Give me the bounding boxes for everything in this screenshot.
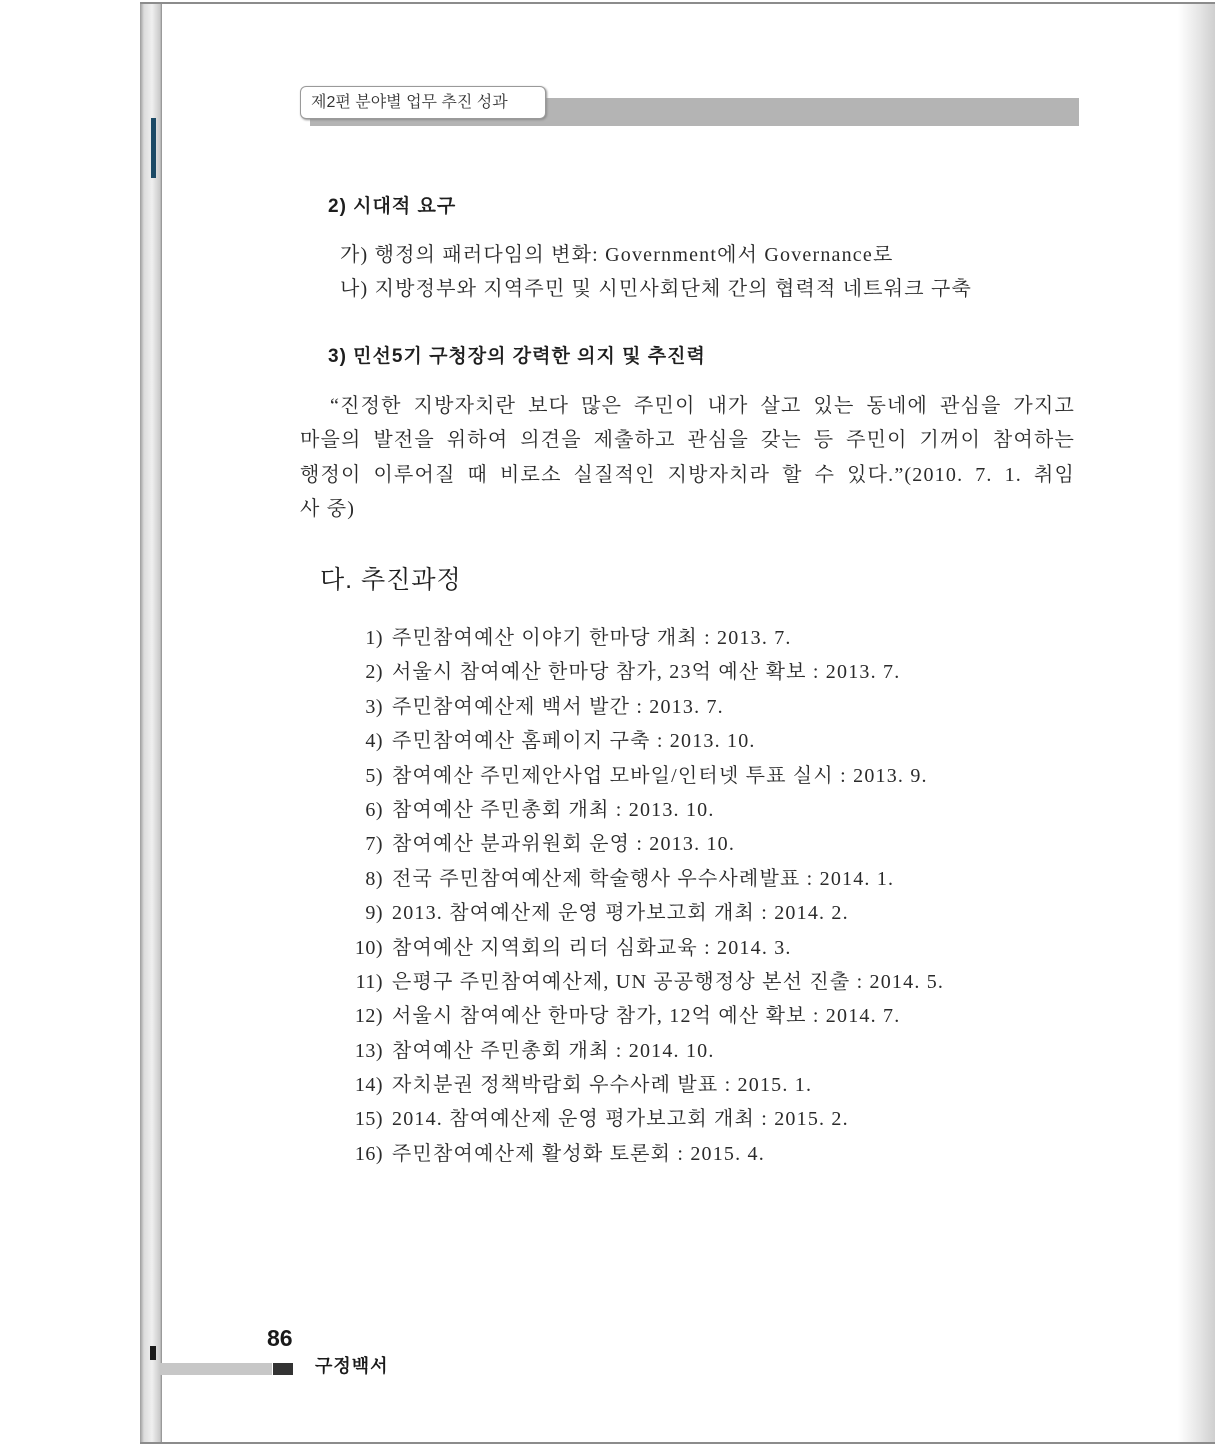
item-number: 16): [354, 1142, 383, 1165]
subsection-items: [340, 239, 972, 306]
page-top-edge: [140, 2, 1215, 4]
item-text: 참여예산 분과위원회 운영 : 2013. 10.: [392, 833, 736, 856]
item-number: 9): [365, 902, 383, 925]
item-text: 주민참여예산 홈페이지 구축 : 2013. 10.: [392, 730, 756, 753]
list-item: [347, 1034, 1147, 1068]
item-number: 14): [354, 1074, 383, 1097]
list-item: [347, 655, 1147, 689]
item-number: 10): [354, 936, 383, 959]
spine-marker: [151, 118, 156, 178]
list-item: [347, 896, 1147, 930]
section-heading: 다. 추진과정: [320, 566, 462, 594]
page-number: 86: [267, 1325, 293, 1351]
page-bottom-edge: [140, 1442, 1215, 1444]
paragraph-line: 사 중): [300, 498, 356, 521]
list-item: [347, 724, 1147, 758]
list-item: [347, 965, 1147, 999]
item-text: 참여예산 주민제안사업 모바일/인터넷 투표 실시 : 2013. 9.: [392, 764, 928, 787]
item-text: 서울시 참여예산 한마당 참가, 12억 예산 확보 : 2014. 7.: [392, 1005, 901, 1028]
list-item: 나) 지방정부와 지역주민 및 시민사회단체 간의 협력적 네트워크 구축: [340, 277, 973, 300]
item-text: 자치분권 정책박람회 우수사례 발표 : 2015. 1.: [392, 1074, 813, 1097]
footer-marker: [273, 1363, 293, 1375]
footer-bar: [160, 1363, 272, 1375]
book-title: 구정백서: [315, 1356, 389, 1376]
paragraph-line: 마을의 발전을 위하여 의견을 제출하고 관심을 갖는 등 주민이 기꺼이 참여하는: [300, 429, 1075, 452]
list-item: [347, 862, 1147, 896]
subsection-title: 2) 시대적 요구: [328, 196, 457, 217]
list-item: [347, 759, 1147, 793]
item-text: 주민참여예산 이야기 한마당 개최 : 2013. 7.: [392, 627, 792, 649]
item-text: 2014. 참여예산제 운영 평가보고회 개최 : 2015. 2.: [392, 1108, 849, 1131]
list-item: [347, 621, 1147, 655]
item-number: 15): [354, 1108, 383, 1131]
page-curl-shadow: [1178, 4, 1215, 1442]
item-text: 참여예산 지역회의 리더 심화교육 : 2014. 3.: [392, 936, 792, 959]
item-number: 8): [365, 867, 383, 890]
book-spine: [140, 3, 162, 1443]
spine-marker-bottom: [150, 1346, 156, 1360]
item-number: 4): [365, 730, 383, 753]
list-item: [347, 931, 1147, 965]
item-text: 참여예산 주민총회 개최 : 2013. 10.: [392, 798, 715, 821]
list-item: [347, 690, 1147, 724]
list-item: 가) 행정의 패러다임의 변화: Government에서 Governance로: [340, 244, 894, 266]
item-number: 12): [354, 1005, 383, 1028]
paragraph-line: 행정이 이루어질 때 비로소 실질적인 지방자치라 할 수 있다.”(2010. 7. 1. 취임: [300, 463, 1075, 486]
subsection-title: 3) 민선5기 구청장의 강력한 의지 및 추진력: [328, 346, 706, 367]
item-text: 은평구 주민참여예산제, UN 공공행정상 본선 진출 : 2014. 5.: [392, 970, 945, 993]
item-number: 6): [365, 798, 383, 821]
quote-paragraph: [300, 389, 1075, 527]
list-item: [347, 999, 1147, 1033]
list-item: [347, 1102, 1147, 1136]
paragraph-line: “진정한 지방자치란 보다 많은 주민이 내가 살고 있는 동네에 관심을 가지고: [330, 395, 1075, 417]
process-list: [347, 621, 1147, 1171]
item-number: 1): [365, 627, 383, 649]
list-item: [347, 1068, 1147, 1102]
item-number: 3): [365, 695, 383, 718]
item-text: 주민참여예산제 활성화 토론회 : 2015. 4.: [392, 1142, 765, 1165]
list-item: [347, 1137, 1147, 1171]
item-number: 13): [354, 1039, 383, 1062]
item-number: 5): [365, 764, 383, 787]
item-text: 2013. 참여예산제 운영 평가보고회 개최 : 2014. 2.: [392, 902, 849, 925]
item-text: 주민참여예산제 백서 발간 : 2013. 7.: [392, 695, 724, 718]
list-item: [347, 827, 1147, 861]
item-text: 서울시 참여예산 한마당 참가, 23억 예산 확보 : 2013. 7.: [392, 661, 901, 684]
item-text: 전국 주민참여예산제 학술행사 우수사례발표 : 2014. 1.: [392, 867, 895, 890]
list-item: [347, 793, 1147, 827]
item-number: 11): [355, 970, 383, 993]
item-number: 7): [365, 833, 383, 856]
item-number: 2): [365, 661, 383, 684]
section-tab: 제2편 분야별 업무 추진 성과: [300, 86, 546, 119]
item-text: 참여예산 주민총회 개최 : 2014. 10.: [392, 1039, 715, 1062]
